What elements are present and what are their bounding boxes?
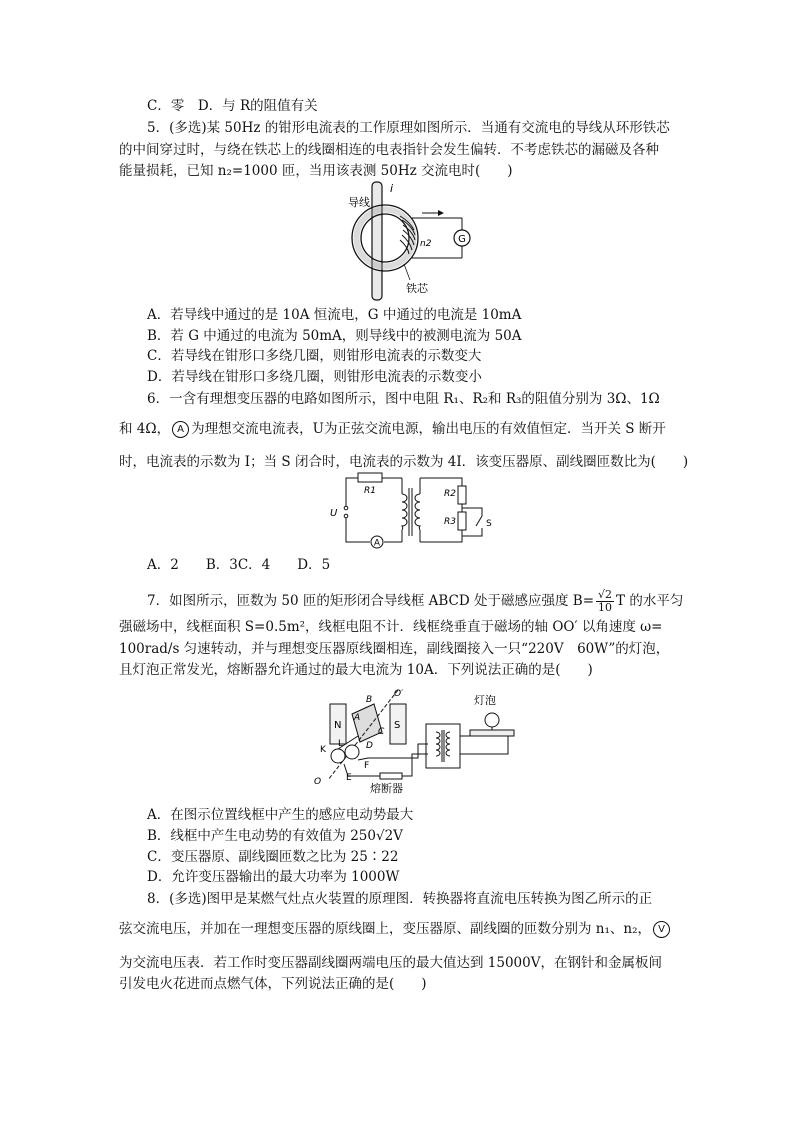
axis-o-label: O — [314, 777, 322, 787]
vertex-d-label: D — [366, 741, 373, 751]
ammeter-label: A — [373, 538, 381, 549]
voltmeter-symbol: V — [653, 921, 670, 938]
field-strength-fraction — [596, 589, 614, 614]
ring-k-label: K — [320, 745, 326, 755]
q7-option-b: B．线框中产生电动势的有效值为 250√2V — [147, 828, 403, 844]
iron-core-outer — [352, 205, 418, 271]
q8-stem-line4: 引发电火花进而点燃气体，下列说法正确的是( ) — [119, 976, 427, 992]
q6-stem-line1: 6．一含有理想变压器的电路如图所示，图中电阻 R₁、R₂和 R₃的阻值分别为 3Ω、1Ω — [147, 391, 660, 407]
q7-stem-line1 — [147, 589, 683, 614]
ring-l-label: L — [338, 739, 344, 749]
q8-stem-line3: 为交流电压表．若工作时变压器副线圈两端电压的最大值达到 15000V，在钢针和金属板间 — [119, 955, 662, 971]
q5-option-b: B．若 G 中通过的电流为 50mA，则导线中的被测电流为 50A — [147, 328, 522, 344]
brush-f-label: F — [364, 761, 370, 771]
vertex-b-label: B — [366, 695, 373, 705]
brush-e-label: E — [346, 773, 352, 783]
iron-core-inner — [361, 214, 409, 262]
fraction-numerator: √2 — [598, 588, 613, 601]
q5-stem-line2: 的中间穿过时，与绕在铁芯上的线圈相连的电表指针会发生偏转．不考虑铁芯的漏磁及各种 — [119, 142, 659, 158]
galvanometer-label: G — [458, 234, 466, 245]
q4-options-cd: C．零 D．与 R的阻值有关 — [147, 98, 318, 114]
q6-options: A．2 B．3C．4 D．5 — [147, 557, 331, 573]
fuse-icon — [380, 773, 402, 779]
q8-stem-line2 — [119, 920, 672, 938]
wire-label: 导线 — [348, 196, 370, 209]
q5-stem-line1: 5．(多选)某 50Hz 的钳形电流表的工作原理如图所示．当通有交流电的导线从环形铁芯 — [147, 120, 670, 136]
vertex-c-label: C — [378, 727, 385, 737]
q6-stem-line2 — [119, 420, 666, 438]
core-label: 铁芯 — [406, 282, 428, 295]
q5-option-d: D．若导线在钳形口多绕几圈，则钳形电流表的示数变小 — [147, 369, 482, 385]
q8-text-line2: 弦交流电压，并加在一理想变压器的原线圈上，变压器原、副线圈的匝数分别为 n₁、n₂， — [119, 921, 652, 937]
bulb-label: 灯泡 — [474, 694, 496, 707]
fuse-label: 熔断器 — [370, 782, 403, 795]
q7-stem-line3: 100rad/s 匀速转动，并与理想变压器原线圈相连，副线圈接入一只“220V 60W”的灯泡， — [119, 641, 670, 657]
axis-o-prime-label: O′ — [394, 689, 404, 699]
q6-text-rest: 为理想交流电流表，U为正弦交流电源，输出电压的有效值恒定．当开关 S 断开 — [191, 421, 666, 437]
q7-option-c: C．变压器原、副线圈匝数之比为 25∶22 — [147, 849, 399, 865]
q7-option-a: A．在图示位置线框中产生的感应电动势最大 — [147, 807, 414, 823]
switch-label: S — [486, 519, 492, 529]
coil-label: n2 — [420, 239, 432, 249]
bulb-icon — [485, 713, 499, 727]
fraction-denominator: 10 — [598, 601, 613, 614]
vertex-a-label: A — [354, 713, 361, 723]
q8-stem-line1: 8．(多选)图甲是某燃气灶点火装置的原理图．转换器将直流电压转换为图乙所示的正 — [147, 891, 653, 907]
q7-stem-line4: 且灯泡正常发光，熔断器允许通过的最大电流为 10A．下列说法正确的是( ) — [119, 662, 593, 678]
source-label: U — [330, 508, 338, 519]
generator-transformer-figure — [308, 684, 528, 796]
q7-option-d: D．允许变压器输出的最大功率为 1000W — [147, 869, 400, 885]
q7-stem-line2: 强磁场中，线框面积 S=0.5m²，线框电阻不计．线框绕垂直于磁场的轴 OO′ 以角速度 ω= — [119, 619, 663, 635]
s-pole-label: S — [394, 720, 401, 731]
q5-option-c: C．若导线在钳形口多绕几圈，则钳形电流表的示数变大 — [147, 348, 482, 364]
ammeter-symbol: A — [172, 421, 189, 438]
r3-label: R3 — [444, 517, 456, 527]
q5-stem-line3: 能量损耗，已知 n₂=1000 匝，当用该表测 50Hz 交流电时( ) — [119, 163, 513, 179]
clamp-ammeter-figure — [340, 180, 480, 302]
q7-text-end: T 的水平匀 — [616, 593, 684, 609]
current-label: i — [390, 182, 394, 195]
q5-option-a: A．若导线中通过的是 10A 恒流电，G 中通过的电流是 10mA — [147, 307, 522, 323]
r2-label: R2 — [444, 489, 456, 499]
transformer-circuit-figure — [322, 472, 502, 552]
r1-label: R1 — [364, 486, 376, 496]
q6-text-start: 和 4Ω， — [119, 421, 171, 437]
n-pole-label: N — [334, 720, 342, 731]
q7-text-start: 7．如图所示，匝数为 50 匝的矩形闭合导线框 ABCD 处于磁感应强度 B= — [147, 593, 595, 609]
wire-shape — [372, 182, 382, 300]
q6-stem-line3: 时，电流表的示数为 I；当 S 闭合时，电流表的示数为 4I．该变压器原、副线圈匝数比为( ) — [119, 454, 689, 470]
